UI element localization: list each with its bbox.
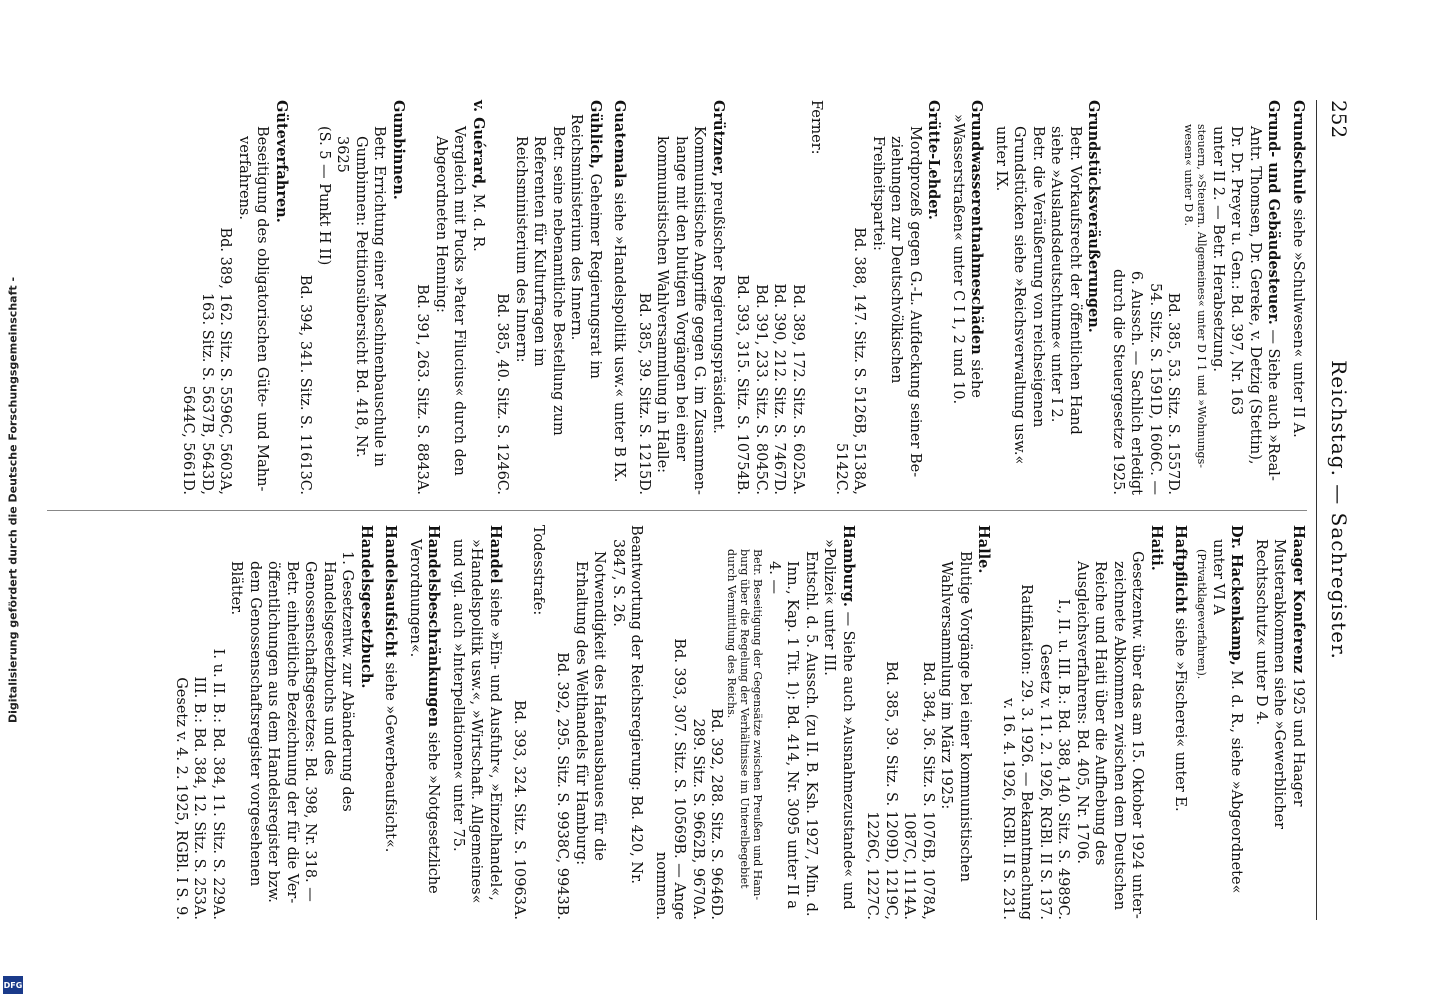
entry-heading: Güteverfahren. <box>273 100 290 223</box>
index-entry <box>296 100 407 495</box>
entry-text: M. d. R., siehe »Abgeordnete« unter VI A <box>1210 539 1245 894</box>
entry-line: Kommunistische Angriffe gegen G. im Zusammenhange mit den blutigen Vorgängen bei einer kommunistischen Wahlversammlung in Halle: <box>654 126 708 495</box>
entry-text: siehe »Gewerbeaufsicht«. <box>382 662 399 853</box>
entry-heading: Grundwasserentnahmeschäden <box>968 100 986 355</box>
header-rule <box>1316 100 1317 920</box>
entry-heading: Grundstücksveräußerungen. <box>1085 100 1103 333</box>
entry-text: Ferner: <box>808 100 825 155</box>
index-entry <box>493 100 604 495</box>
entry-heading: v. Guérard, <box>470 100 487 190</box>
index-entry <box>449 525 505 920</box>
entry-text: siehe »Notgesetzliche Verordnungen«. <box>407 539 442 894</box>
entry-line: unter IX. <box>993 126 1009 192</box>
entry-line: Antr. Thomsen, Dr. Gereke, v. Detzig (Stettin), <box>1247 126 1263 465</box>
entry-heading: Grundschule <box>1290 100 1307 205</box>
entry-reference: 163. Sitz. S. 5637B, 5643D, <box>199 292 215 495</box>
entry-line: Betr. Errichtung einer Maschinenbauschule in Gumbinnen: Petitionsübersicht Bd. 418, Nr. 3625 <box>334 126 388 467</box>
entry-reference: Bd. 384, 36. Sitz. S. 1076B, 1078A, <box>920 661 936 920</box>
entry-heading: Handelsaufsicht <box>382 525 400 658</box>
index-entry <box>999 525 1166 920</box>
entry-line: 1. Gesetzentw. zur Abänderung des Handelsgesetzbuchs und des Genossenschaftsgesetzes: Bd. 398, Nr. 318. — Betr. einheitliche Bezeichnung der für die Veröffentlichungen aus dem Handelsregister bzw. dem Genossenschaftsregister vorgesehenen Blätter. <box>228 551 356 904</box>
entry-reference: 289. Sitz. S. 9662B, 9670A. <box>690 718 706 920</box>
entry-reference: Gesetz v. 4. 2. 1925, RGBl. I S. 9. <box>173 677 189 920</box>
entry-reference: Bd. 392, 295. Sitz. S. 9938C, 9943B. <box>554 652 571 920</box>
index-entry <box>635 100 728 495</box>
entry-text: siehe »Fischerei« unter E. <box>1172 617 1189 812</box>
entry-line: (S. 5 — Punkt H II) <box>316 126 332 266</box>
entry-text: — Siehe auch »Ausnahmezustande« und »Polizei« unter III. <box>821 539 856 910</box>
index-entry <box>652 525 858 920</box>
entry-reference: Bd. 389, 172. Sitz. S. 6025A. <box>790 284 806 495</box>
entry-heading: Haager Konferenz <box>1290 525 1307 674</box>
index-entry <box>949 100 986 495</box>
index-entry <box>1252 525 1308 920</box>
entry-reference: Bd. 385, 39. Sitz. S. 1209D, 1219C, <box>883 661 899 920</box>
entry-reference: Bd. 385, 39. Sitz. S. 1215D. <box>636 292 652 495</box>
entry-line: Grundstücken siehe »Reichsverwaltung usw.« <box>1011 126 1028 465</box>
entry-reference: Bd. 389, 162. Sitz. S. 5596C, 5603A, <box>217 227 234 495</box>
entry-heading: Handelsbeschränkungen <box>425 525 443 728</box>
index-entry <box>553 525 646 920</box>
index-entry <box>610 100 629 495</box>
entry-line: Beseitigung des obligatorischen Güte- und Mahnverfahrens. <box>236 126 271 492</box>
entry-heading: Guatemala <box>611 100 629 188</box>
entry-heading: Handelsgesetzbuch. <box>358 525 375 689</box>
entry-text: preußischer Regierungspräsident. <box>710 181 726 434</box>
entry-heading: Grund- und Gebäudesteuer. <box>1265 100 1283 325</box>
entry-text: siehe »Wasserstraßen« unter C I 1, 2 und 10. <box>950 114 985 405</box>
index-entry <box>1109 100 1283 495</box>
entry-reference: 5142C. <box>833 442 849 495</box>
document-page <box>35 100 1355 920</box>
entry-reference: Gesetz v. 11. 2. 1926, RGBl. II S. 137. <box>1037 643 1053 920</box>
entry-text: Geheimer Regierungsrat im Reichsministerium des Innern. <box>568 114 603 379</box>
entry-reference: Bd. 391, 263. Sitz. S. 8843A. <box>414 284 431 495</box>
entry-line: Notwendigkeit des Hafenausbaues für die Erhaltung des Welthandels für Hamburg: <box>573 551 608 866</box>
entry-line: unter II 2. — Betr. Herabsetzung. <box>1210 126 1226 373</box>
entry-reference: Bd. 385, 53. Sitz. S. 1557D. <box>1165 292 1182 495</box>
dfg-logo: DFG <box>3 976 23 994</box>
entry-note: Betr. Beseitigung der Gegensätze zwischen Preußen und Hamburg über die Regelung der Verhältnisse im Unterelbegebiet durch Vermittlung des Reichs. <box>725 549 765 901</box>
entry-heading: Haiti. <box>1148 525 1165 571</box>
entry-line: Betr. die Veräußerung von reichseigenen <box>1030 126 1046 428</box>
index-entry <box>1196 525 1246 920</box>
index-entry <box>510 525 547 920</box>
index-entry <box>992 100 1103 495</box>
entry-line: Mordprozeß gegen G.-L. Aufdeckung seiner Beziehungen zur Deutschvölkischen Freiheitspartei: <box>870 126 923 478</box>
entry-line: Vergleich mit Pucks »Pater Filucius« durch den Abgeordneten Henning: <box>433 126 468 476</box>
entry-text: Todesstrafe: <box>530 525 546 616</box>
index-entry <box>172 525 376 920</box>
entry-heading: Grützner, <box>710 100 727 177</box>
entry-reference: I., II. u. III. B.: Bd. 388, 140. Sitz. S. 4989C. <box>1055 599 1072 920</box>
entry-reference: Bd. 393, 315. Sitz. S. 10754B. <box>734 274 751 495</box>
entry-text: — Siehe auch »Real- <box>1265 329 1282 481</box>
entry-text: siehe »Ein- und Ausfuhr«, »Einzelhandel«, »Handelspolitik usw.«, »Wirtschaft. Allgemeines« und vgl. auch »Interpellationen« unter 75. <box>450 539 503 904</box>
running-title: Reichstag. — Sachregister. <box>1327 360 1351 660</box>
index-entry <box>1289 100 1308 495</box>
entry-reference: 1087C, 1114A. <box>901 811 918 920</box>
entry-heading: Gühlich, <box>587 100 604 169</box>
entry-reference: Bd. 393, 324. Sitz. S. 10963A. <box>511 699 528 920</box>
funding-note-text: Digitalisierung gefördert durch die Deutsche Forschungsgemeinschaft - <box>6 276 20 724</box>
index-entry <box>413 100 487 495</box>
entry-text: siehe »Schulwesen« unter II A. <box>1290 208 1306 438</box>
entry-reference: nommen. <box>653 851 669 920</box>
entry-line: Betr. seine nebenamtliche Bestellung zum Referenten für Kulturfragen im Reichsministerium des Innern: <box>513 126 566 436</box>
entry-text: Beantwortung der Reichsregierung: Bd. 420, Nr. 3847, S. 26. <box>610 525 645 885</box>
entry-reference: III. B.: Bd. 384, 12. Sitz. S. 253A. <box>191 676 208 920</box>
entry-reference: Bd. 385, 40. Sitz. S. 1246C. <box>494 293 511 495</box>
entry-heading: Haftpflicht <box>1172 525 1190 614</box>
entry-heading: Hamburg. <box>840 525 857 607</box>
entry-text: 1925 und Haager Musterabkommen siehe »Gewerblicher Rechtsschutz« unter D 4. <box>1253 539 1306 830</box>
entry-reference: Bd. 388, 147. Sitz. S. 5126B, 5138A, <box>851 227 868 495</box>
index-entry <box>832 100 943 495</box>
entry-line: Betr. Vorkaufsrecht der öffentlichen Hand <box>1067 126 1083 435</box>
entry-heading: Grütte-Lehder. <box>925 100 943 220</box>
index-entry <box>863 525 993 920</box>
entry-heading: Halle. <box>975 525 993 574</box>
page-number: 252 <box>1327 100 1351 139</box>
entry-heading: Handel <box>487 525 504 584</box>
entry-line: Blutige Vorgänge bei einer kommunistischen Wahlversammlung im März 1925: <box>938 551 973 882</box>
entry-reference: 54. Sitz. S. 1591D, 1606C. — <box>1147 283 1163 495</box>
entry-reference: Bd. 391, 233. Sitz. S. 8045C. <box>753 284 769 495</box>
entry-line: Gesetzentw. über das am 15. Oktober 1924 unterzeichnete Abkommen zwischen dem Deutschen Reiche und Haiti über die Aufhebung des Ausgleichsverfahrens: Bd. 405, Nr. 1706. <box>1074 551 1146 919</box>
entry-line: siehe »Auslandsdeutschtume« unter I 2. <box>1048 126 1065 423</box>
entry-reference: Bd. 390, 212. Sitz. S. 7467D. <box>771 283 788 495</box>
entry-note: (Privatklageverfahren). <box>1195 549 1209 680</box>
entry-reference: Bd. 394, 341. Sitz. S. 11613C. <box>297 274 314 495</box>
entry-heading: Dr. Hackenkamp, <box>1228 525 1246 666</box>
entry-reference: 5644C, 5661D. <box>180 385 197 495</box>
entry-line: Entschl. d. 5. Aussch. (zu II. B. Ksh. 1927, Min. d. Inn., Kap. 1 Tit. 1): Bd. 414, Nr. 3095 unter II a 4. — <box>766 551 819 917</box>
entry-reference: Ratifikation: 29. 3. 1926. — Bekanntmachung <box>1018 584 1035 920</box>
column-divider <box>47 510 1307 511</box>
entry-reference: durch die Steuergesetze 1925. <box>1110 269 1126 495</box>
index-entry <box>381 525 400 920</box>
entry-reference: Bd. 393, 307. Sitz. S. 10569B. — Ange <box>671 638 688 920</box>
entry-reference: 1226C, 1227C. <box>864 811 881 920</box>
funding-note-strip <box>0 0 26 1000</box>
entry-reference: Bd. 392, 288. Sitz. S. 9646D. <box>708 708 725 920</box>
index-entry <box>179 100 290 495</box>
index-entry <box>733 100 826 495</box>
index-entry <box>406 525 443 920</box>
column-right <box>166 525 1308 920</box>
entry-reference: I. u. II. B.: Bd. 384, 11. Sitz. S. 229A. <box>210 648 226 920</box>
entry-reference: 6. Aussch. — Sachlich erledigt <box>1128 270 1145 495</box>
entry-line: Dr. Dr. Preyer u. Gen.: Bd. 397, Nr. 163 <box>1228 126 1245 416</box>
entry-heading: Gumbinnen. <box>390 100 407 200</box>
index-entry <box>1171 525 1190 920</box>
entry-reference: v. 16. 4. 1926, RGBl. II S. 231. <box>1000 698 1016 920</box>
entry-note: steuern, »Steuern. Allgemeines« unter D I 1 und »Wohnungswesen« unter D 8. <box>1182 124 1209 468</box>
entry-text: siehe »Handelspolitik usw.« unter B IX. <box>611 192 628 483</box>
entry-text: M. d. R. <box>470 193 486 252</box>
column-left <box>173 100 1307 495</box>
page-header <box>1315 100 1355 920</box>
